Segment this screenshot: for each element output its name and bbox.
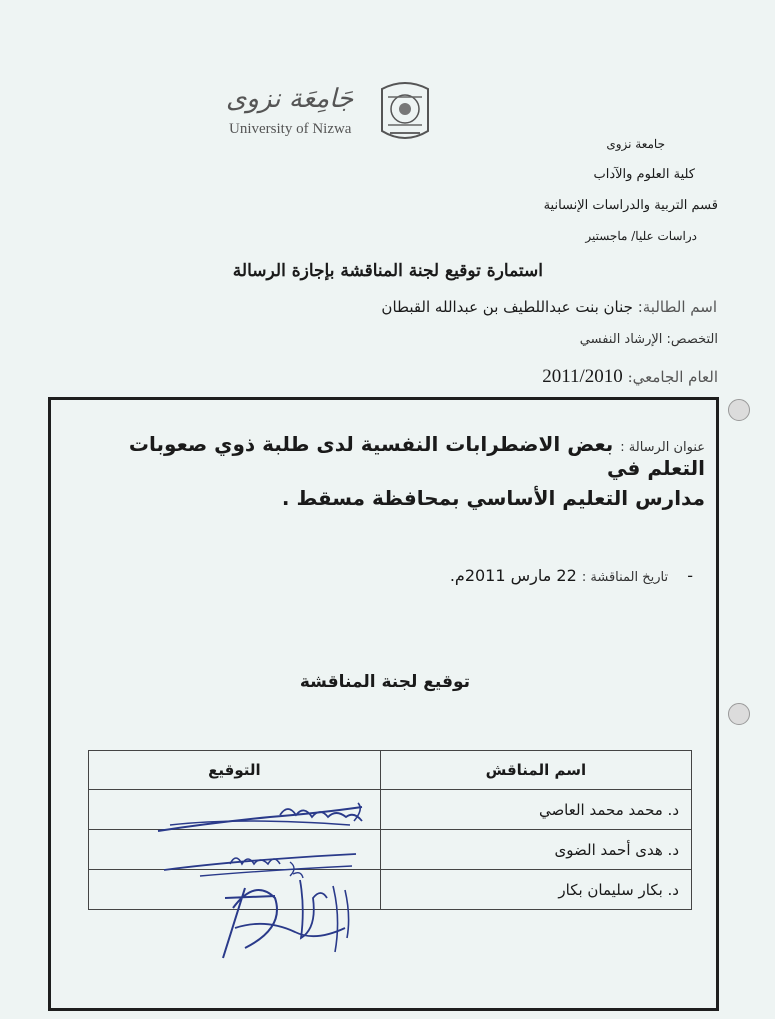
student-label: اسم الطالبة: [637, 298, 717, 316]
department-name: قسم التربية والدراسات الإنسانية [543, 198, 718, 213]
academic-year-label: العام الجامعي: [627, 368, 718, 386]
program-name: دراسات عليا/ ماجستير [585, 229, 697, 243]
university-name: جامعة نزوى [606, 137, 665, 151]
bullet-dash: - [687, 566, 693, 585]
table-header-row [89, 751, 692, 790]
examiner-name: د. محمد محمد العاصي [380, 790, 691, 830]
committee-title: توقيع لجنة المناقشة [299, 672, 470, 692]
binder-hole [728, 703, 750, 725]
specialization-value: الإرشاد النفسي [579, 332, 663, 347]
logo-english-name: University of Nizwa [229, 121, 352, 137]
logo-arabic-name: جَامِعَة نزوى [226, 84, 354, 114]
defense-date-line [450, 566, 693, 585]
college-name: كلية العلوم والآداب [593, 167, 695, 182]
student-name: جنان بنت عبداللطيف بن عبدالله القبطان [381, 298, 633, 316]
form-title: استمارة توقيع لجنة المناقشة بإجازة الرسالة [232, 261, 543, 281]
specialization-label: التخصص: [666, 332, 718, 347]
defense-date-label: تاريخ المناقشة : [581, 570, 669, 585]
examiner-name: د. هدى أحمد الضوى [380, 830, 691, 870]
header-examiner-name: اسم المناقش [380, 751, 691, 790]
student-line [381, 298, 717, 316]
academic-year-value: 2011/2010 [542, 366, 623, 387]
thesis-label: عنوان الرسالة : [620, 440, 705, 455]
thesis-title-part1: بعض الاضطرابات النفسية لدى طلبة ذوي صعوبات التعلم في [128, 432, 705, 480]
specialization-line [580, 332, 718, 347]
header-signature: التوقيع [89, 751, 381, 790]
thesis-title-line1 [85, 432, 705, 480]
signature-1-drawing [150, 795, 370, 840]
thesis-title-line2: مدارس التعليم الأساسي بمحافظة مسقط . [281, 486, 705, 510]
signature-3-drawing [205, 868, 365, 963]
binder-hole [728, 399, 750, 421]
university-crest-icon [376, 75, 434, 145]
examiner-name: د. بكار سليمان بكار [380, 870, 691, 910]
defense-date-value: 22 مارس 2011م. [449, 566, 577, 585]
academic-year-line [542, 366, 718, 388]
